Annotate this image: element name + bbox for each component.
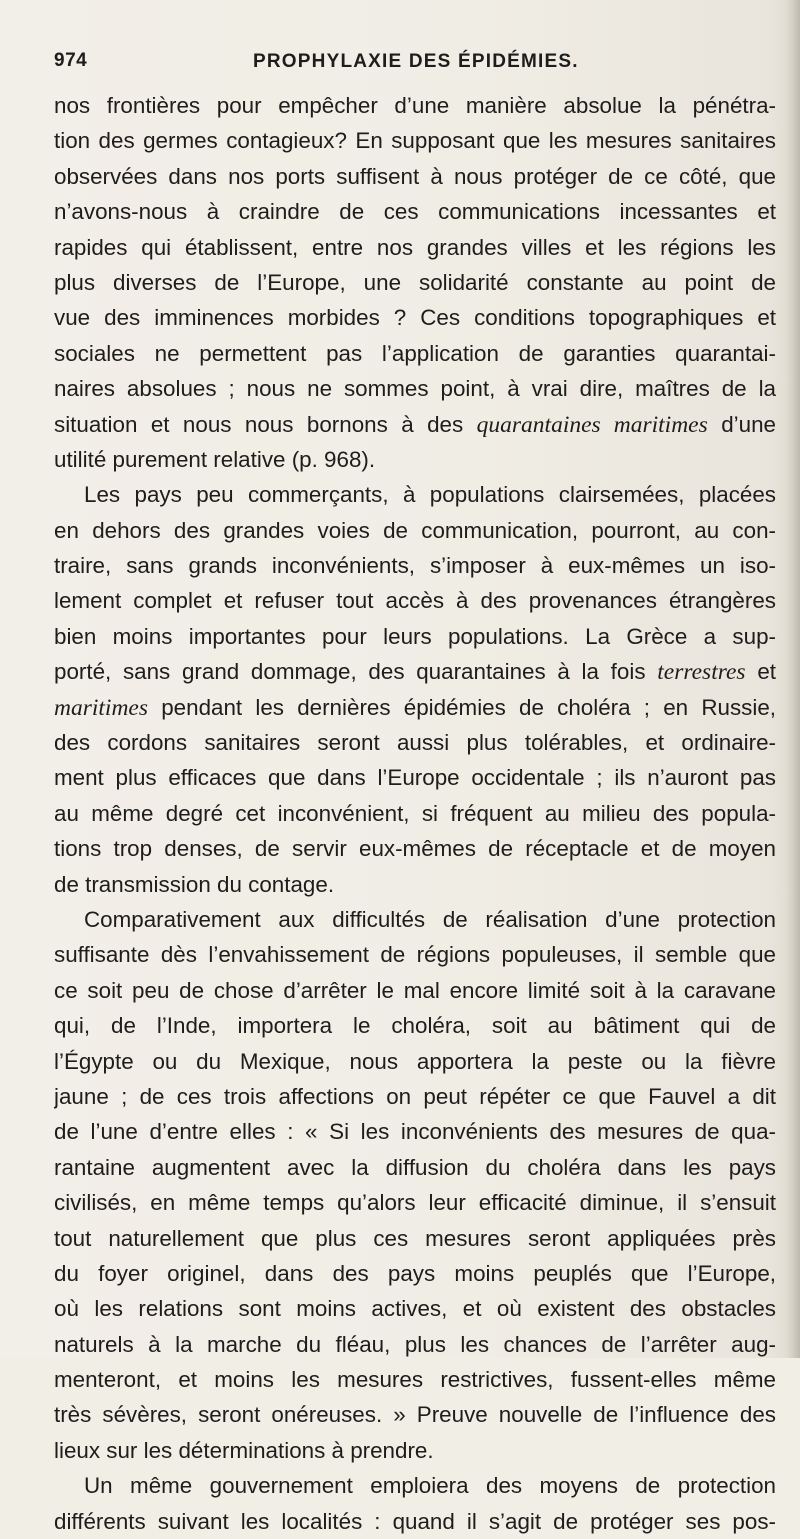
paragraph-start-line: Les pays peu commerçants, à populations clairsemées, placées <box>84 482 776 508</box>
text-line: où les relations sont moins actives, et où existent des obstacles <box>54 1296 776 1322</box>
paragraph-start-line: Un même gouvernement emploiera des moyens de protection <box>84 1473 776 1499</box>
text-line: tions trop denses, de servir eux-mêmes de réceptacle et de moyen <box>54 836 776 862</box>
text-segment: pendant les dernières épidémies de choléra ; en Russie, <box>161 694 776 720</box>
text-line: en dehors des grandes voies de communication, pourront, au con- <box>54 517 776 543</box>
page-header <box>54 50 774 90</box>
text-line <box>54 690 776 725</box>
text-line: ce soit peu de chose d’arrêter le mal encore limité soit à la caravane <box>54 977 776 1003</box>
text-line: naires absolues ; nous ne sommes point, à vrai dire, maîtres de la <box>54 376 776 402</box>
text-line: lieux sur les déterminations à prendre. <box>54 1437 434 1463</box>
text-line: lement complet et refuser tout accès à des provenances étrangères <box>54 588 776 614</box>
italic-term: maritimes <box>54 694 148 721</box>
italic-term: quarantaines maritimes <box>476 411 708 438</box>
text-line: très sévères, seront onéreuses. » Preuve nouvelle de l’influence des <box>54 1402 776 1428</box>
text-line: nos frontières pour empêcher d’une manière absolue la pénétra- <box>54 93 776 118</box>
text-line: suffisante dès l’envahissement de régions populeuses, il semble que <box>54 942 776 968</box>
page-number: 974 <box>54 50 88 71</box>
text-line: ment plus efficaces que dans l’Europe occidentale ; ils n’auront pas <box>54 765 776 791</box>
text-line: du foyer originel, dans des pays moins peuplés que l’Europe, <box>54 1260 776 1286</box>
text-line: rantaine augmentent avec la diffusion du choléra dans les pays <box>54 1154 776 1180</box>
text-line <box>54 407 776 442</box>
text-line: bien moins importantes pour leurs populations. La Grèce a sup- <box>54 623 776 649</box>
text-line: traire, sans grands inconvénients, s’imposer à eux-mêmes un iso- <box>54 553 776 579</box>
text-segment: situation et nous nous bornons à des <box>54 411 464 437</box>
text-segment: d’une <box>721 411 776 437</box>
text-segment: porté, sans grand dommage, des quarantaines à la fois <box>54 659 646 685</box>
text-line: observées dans nos ports suffisent à nous protéger de ce côté, que <box>54 163 776 189</box>
text-line: qui, de l’Inde, importera le choléra, soit au bâtiment qui de <box>54 1013 776 1039</box>
text-line: vue des imminences morbides ? Ces conditions topographiques et <box>54 305 776 331</box>
text-line: rapides qui établissent, entre nos grandes villes et les régions les <box>54 234 776 260</box>
text-line: des cordons sanitaires seront aussi plus tolérables, et ordinaire- <box>54 730 776 756</box>
text-line: au même degré cet inconvénient, si fréquent au milieu des popula- <box>54 800 776 826</box>
text-line: de transmission du contage. <box>54 871 335 897</box>
text-line: l’Égypte ou du Mexique, nous apportera la peste ou la fièvre <box>54 1048 776 1074</box>
text-segment: et <box>757 659 776 685</box>
italic-term: terrestres <box>657 659 746 686</box>
text-line: différents suivant les localités : quand il s’agit de protéger ses pos- <box>54 1508 776 1534</box>
body-text <box>54 88 776 1539</box>
text-line: tout naturellement que plus ces mesures seront appliquées près <box>54 1225 776 1251</box>
text-line: tion des germes contagieux? En supposant que les mesures sanitaires <box>54 128 776 154</box>
text-line: plus diverses de l’Europe, une solidarité constante au point de <box>54 269 776 295</box>
text-line: naturels à la marche du fléau, plus les chances de l’arrêter aug- <box>54 1331 776 1357</box>
paragraph-start-line: Comparativement aux difficultés de réalisation d’une protection <box>84 906 776 932</box>
running-title: PROPHYLAXIE DES ÉPIDÉMIES. <box>253 51 579 72</box>
text-line: civilisés, en même temps qu’alors leur efficacité diminue, il s’ensuit <box>54 1190 776 1216</box>
text-line: utilité purement relative (p. 968). <box>54 446 376 472</box>
text-line: jaune ; de ces trois affections on peut répéter ce que Fauvel a dit <box>54 1083 776 1109</box>
text-line: sociales ne permettent pas l’application de garanties quarantai- <box>54 340 776 366</box>
page-edge-shadow <box>786 0 800 1358</box>
text-line <box>54 654 776 689</box>
text-line: n’avons-nous à craindre de ces communications incessantes et <box>54 199 776 225</box>
text-line: de l’une d’entre elles : « Si les inconvénients des mesures de qua- <box>54 1119 776 1145</box>
text-line: menteront, et moins les mesures restrictives, fussent-elles même <box>54 1367 776 1393</box>
